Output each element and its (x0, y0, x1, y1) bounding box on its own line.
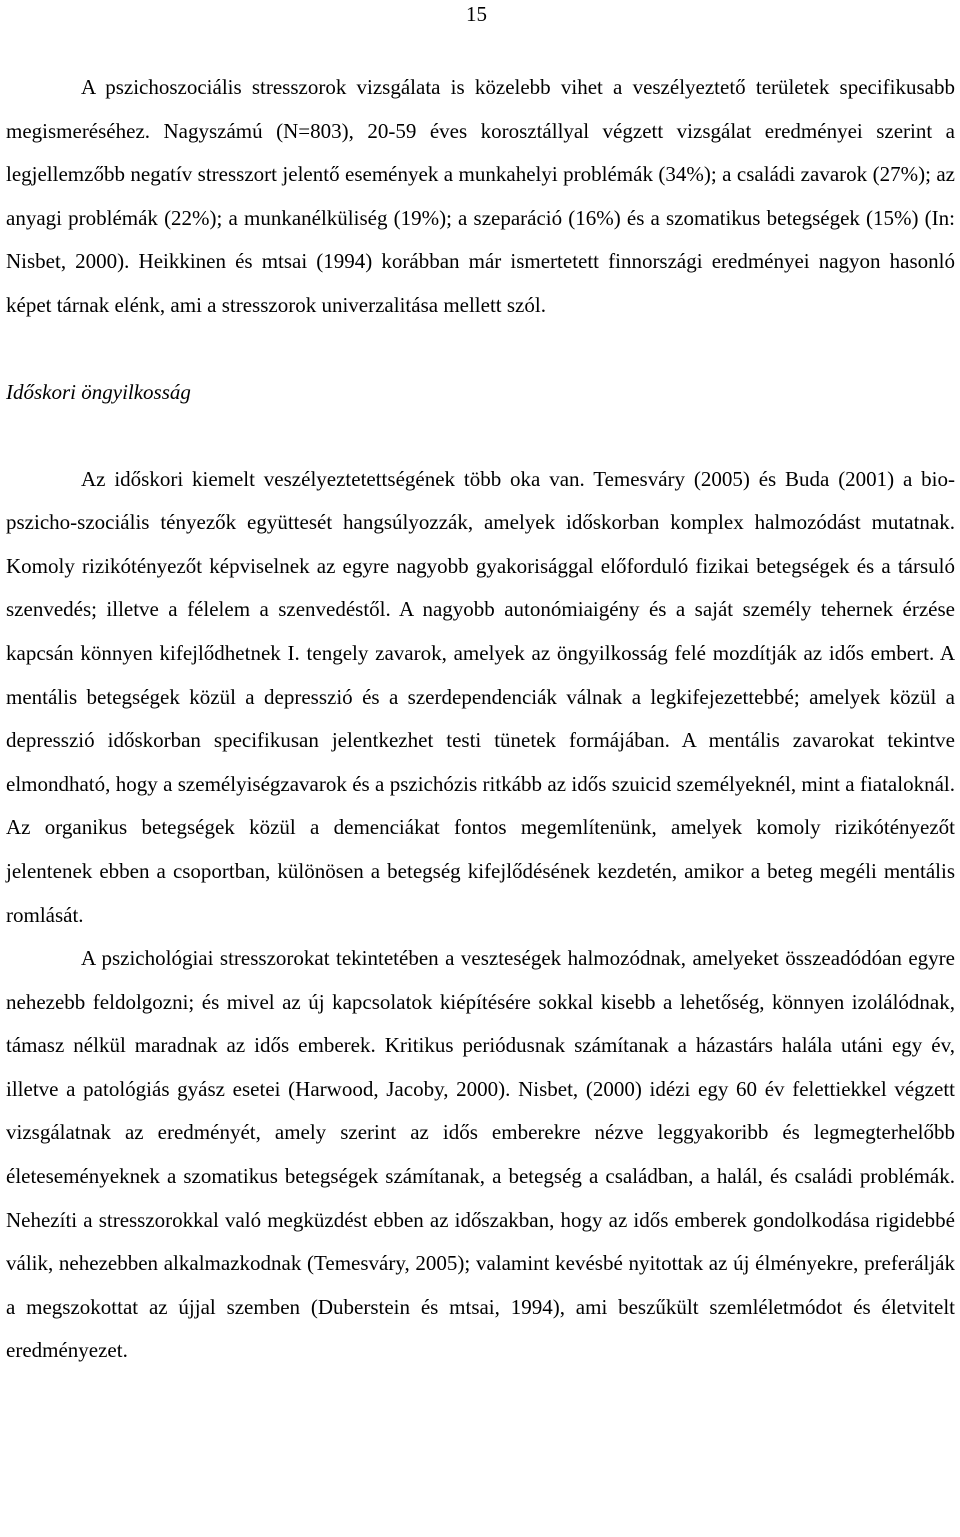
section-heading: Időskori öngyilkosság (6, 379, 191, 404)
document-body (6, 66, 955, 1373)
paragraph-psychological-stressors: A pszichológiai stresszorokat tekintetében a veszteségek halmozódnak, amelyeket összeadódóan egyre nehezebb feldolgozni; és mivel az új kapcsolatok kiépítésére sokkal kisebb a lehetőség, könnyen izolálódnak, támasz nélkül maradnak az idős emberek. Kritikus periódusnak számítanak a házastárs halála utáni egy év, illetve a patológiás gyász esetei (Harwood, Jacoby, 2000). Nisbet, (2000) idézi egy 60 év felettiekkel végzett vizsgálatnak az eredményét, amely szerint az idős emberekre nézve leggyakoribb és legmegterhelőbb életeseményeknek a szomatikus betegségek számítanak, a betegség a családban, a halál, és családi problémák. Nehezíti a stresszorokkal való megküzdést ebben az időszakban, hogy az idős emberek gondolkodása rigidebbé válik, nehezebben alkalmazkodnak (Temesváry, 2005); valamint kevésbé nyitottak az új élményekre, preferálják a megszokottat az újjal szemben (Duberstein és mtsai, 1994), ami beszűkült szemléletmódot és életvitelt eredményezet. (6, 946, 955, 1363)
page-number: 15 (466, 2, 487, 26)
spacer (6, 328, 955, 371)
paragraph-elderly-risk: Az időskori kiemelt veszélyeztetettségének több oka van. Temesváry (2005) és Buda (2001) a bio-pszicho-szociális tényezők együttesét hangsúlyozzák, amelyek időskorban komplex halmozódást mutatnak. Komoly rizikótényezőt képviselnek az egyre nagyobb gyakorisággal előforduló fizikai betegségek és a társuló szenvedés; illetve a félelem a szenvedéstől. A nagyobb autonómiaigény és a saját személy tehernek érzése kapcsán könnyen kifejlődhetnek I. tengely zavarok, amelyek az öngyilkosság felé mozdítják az idős embert. A mentális betegségek közül a depresszió és a szerdependenciák válnak a legkifejezettebbé; amelyek közül a depresszió időskorban specifikusan jelentkezhet testi tünetek formájában. A mentális zavarokat tekintve elmondható, hogy a személyiségzavarok és a pszichózis ritkább az idős szuicid személyeknél, mint a fiataloknál. Az organikus betegségek közül a demenciákat fontos megemlítenünk, amelyek komoly rizikótényezőt jelentenek ebben a csoportban, különösen a betegség kifejlődésének kezdetén, amikor a beteg megéli mentális romlását. (6, 466, 955, 927)
paragraph-stressors: A pszichoszociális stresszorok vizsgálata is közelebb vihet a veszélyeztető területek specifikusabb megismeréséhez. Nagyszámú (N=803), 20-59 éves korosztállyal végzett vizsgálat eredményei szerint a legjellemzőbb negatív stresszort jelentő események a munkahelyi problémák (34%); a családi zavarok (27%); az anyagi problémák (22%); a munkanélküliség (19%); a szeparáció (16%) és a szomatikus betegségek (15%) (In: Nisbet, 2000). Heikkinen és mtsai (1994) korábban már ismertetett finnországi eredményei nagyon hasonló képet tárnak elénk, ami a stresszorok univerzalitása mellett szól. (6, 75, 955, 317)
